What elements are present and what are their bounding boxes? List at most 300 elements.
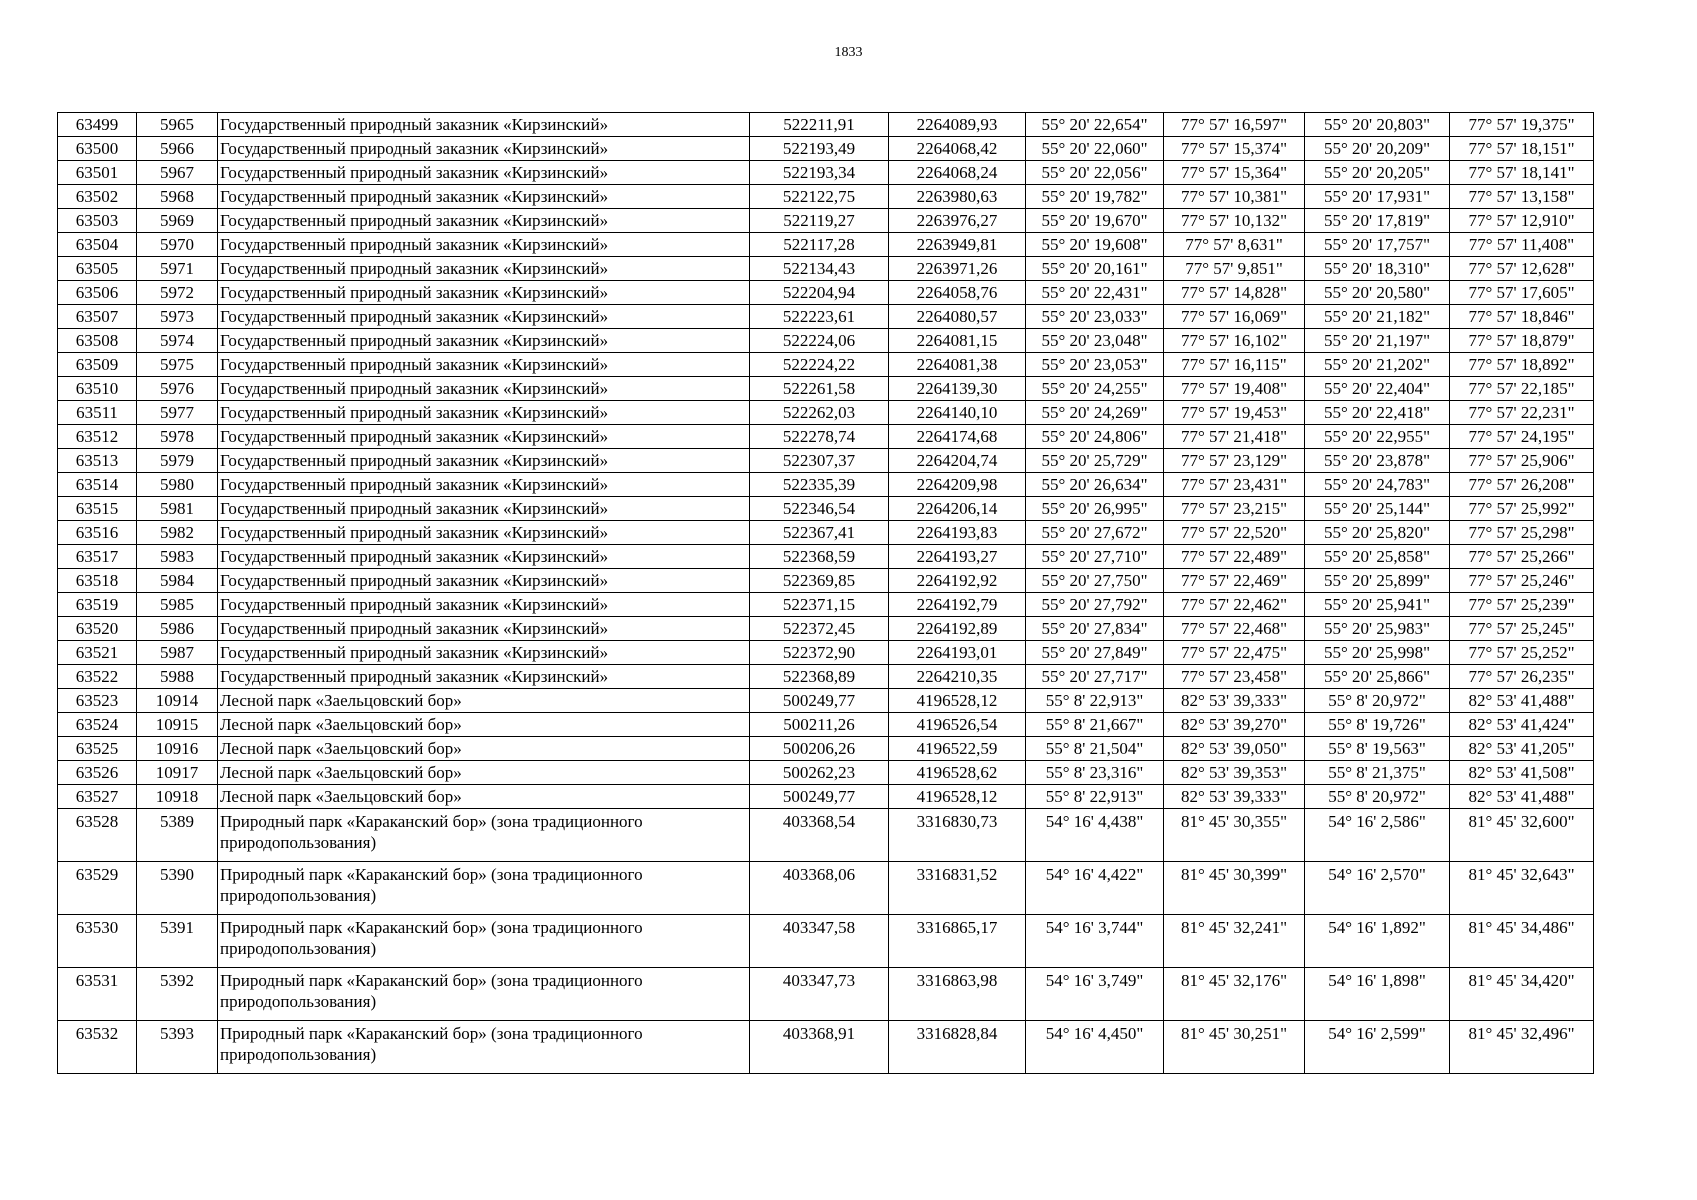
cell-y-coordinate: 2264139,30 (889, 377, 1026, 401)
cell-longitude-2: 77° 57' 25,239" (1450, 593, 1594, 617)
cell-latitude-1: 55° 8' 22,913" (1026, 689, 1164, 713)
cell-longitude-2: 82° 53' 41,424" (1450, 713, 1594, 737)
cell-record-id: 63505 (58, 257, 137, 281)
cell-point-number: 5390 (137, 862, 218, 915)
cell-longitude-1: 77° 57' 10,381" (1164, 185, 1305, 209)
cell-latitude-2: 55° 20' 25,858" (1305, 545, 1450, 569)
cell-latitude-2: 55° 20' 25,866" (1305, 665, 1450, 689)
cell-latitude-2: 55° 20' 17,931" (1305, 185, 1450, 209)
cell-y-coordinate: 2264081,15 (889, 329, 1026, 353)
cell-latitude-2: 55° 8' 19,726" (1305, 713, 1450, 737)
cell-longitude-1: 77° 57' 21,418" (1164, 425, 1305, 449)
cell-y-coordinate: 2264174,68 (889, 425, 1026, 449)
cell-longitude-2: 81° 45' 32,643" (1450, 862, 1594, 915)
table-row (58, 617, 1594, 641)
cell-latitude-1: 55° 20' 25,729" (1026, 449, 1164, 473)
table-row (58, 137, 1594, 161)
cell-latitude-2: 55° 20' 21,182" (1305, 305, 1450, 329)
table-row (58, 257, 1594, 281)
cell-object-name: Лесной парк «Заельцовский бор» (218, 689, 750, 713)
cell-record-id: 63531 (58, 968, 137, 1021)
cell-y-coordinate: 4196528,12 (889, 689, 1026, 713)
cell-point-number: 5970 (137, 233, 218, 257)
cell-x-coordinate: 403347,73 (750, 968, 889, 1021)
cell-x-coordinate: 500249,77 (750, 785, 889, 809)
cell-longitude-1: 77° 57' 16,115" (1164, 353, 1305, 377)
cell-latitude-2: 54° 16' 2,586" (1305, 809, 1450, 862)
cell-object-name: Государственный природный заказник «Кирзинский» (218, 449, 750, 473)
cell-latitude-2: 55° 20' 25,998" (1305, 641, 1450, 665)
cell-latitude-1: 55° 20' 23,033" (1026, 305, 1164, 329)
cell-x-coordinate: 522368,59 (750, 545, 889, 569)
cell-y-coordinate: 2264193,27 (889, 545, 1026, 569)
cell-point-number: 5980 (137, 473, 218, 497)
cell-object-name: Лесной парк «Заельцовский бор» (218, 785, 750, 809)
cell-record-id: 63512 (58, 425, 137, 449)
cell-longitude-1: 77° 57' 15,374" (1164, 137, 1305, 161)
cell-latitude-2: 55° 20' 20,205" (1305, 161, 1450, 185)
cell-record-id: 63519 (58, 593, 137, 617)
cell-record-id: 63500 (58, 137, 137, 161)
cell-y-coordinate: 2264068,24 (889, 161, 1026, 185)
cell-longitude-1: 77° 57' 23,215" (1164, 497, 1305, 521)
cell-x-coordinate: 500211,26 (750, 713, 889, 737)
table-row (58, 281, 1594, 305)
cell-latitude-1: 55° 20' 27,672" (1026, 521, 1164, 545)
cell-point-number: 5976 (137, 377, 218, 401)
cell-latitude-2: 55° 20' 17,757" (1305, 233, 1450, 257)
cell-longitude-1: 77° 57' 23,431" (1164, 473, 1305, 497)
cell-x-coordinate: 522223,61 (750, 305, 889, 329)
cell-object-name: Государственный природный заказник «Кирзинский» (218, 425, 750, 449)
table-row (58, 473, 1594, 497)
cell-point-number: 10916 (137, 737, 218, 761)
cell-record-id: 63522 (58, 665, 137, 689)
cell-x-coordinate: 522307,37 (750, 449, 889, 473)
cell-object-name: Государственный природный заказник «Кирзинский» (218, 137, 750, 161)
cell-point-number: 5979 (137, 449, 218, 473)
cell-record-id: 63532 (58, 1021, 137, 1074)
table-row (58, 521, 1594, 545)
cell-latitude-2: 55° 20' 21,202" (1305, 353, 1450, 377)
page-number: 1833 (834, 45, 863, 60)
cell-longitude-2: 77° 57' 26,208" (1450, 473, 1594, 497)
cell-y-coordinate: 4196528,62 (889, 761, 1026, 785)
cell-latitude-2: 55° 20' 20,803" (1305, 113, 1450, 137)
cell-latitude-1: 55° 20' 22,056" (1026, 161, 1164, 185)
cell-x-coordinate: 522278,74 (750, 425, 889, 449)
cell-latitude-1: 55° 8' 22,913" (1026, 785, 1164, 809)
cell-y-coordinate: 2264193,01 (889, 641, 1026, 665)
cell-point-number: 5392 (137, 968, 218, 1021)
table-row (58, 329, 1594, 353)
cell-record-id: 63530 (58, 915, 137, 968)
cell-latitude-2: 55° 20' 25,820" (1305, 521, 1450, 545)
cell-latitude-1: 55° 20' 27,792" (1026, 593, 1164, 617)
cell-longitude-1: 81° 45' 30,251" (1164, 1021, 1305, 1074)
cell-record-id: 63513 (58, 449, 137, 473)
cell-x-coordinate: 522211,91 (750, 113, 889, 137)
cell-record-id: 63507 (58, 305, 137, 329)
cell-y-coordinate: 2263949,81 (889, 233, 1026, 257)
table-row (58, 113, 1594, 137)
cell-x-coordinate: 522224,06 (750, 329, 889, 353)
cell-x-coordinate: 522119,27 (750, 209, 889, 233)
cell-longitude-1: 77° 57' 23,129" (1164, 449, 1305, 473)
cell-latitude-2: 55° 20' 22,404" (1305, 377, 1450, 401)
cell-longitude-2: 77° 57' 12,910" (1450, 209, 1594, 233)
cell-record-id: 63504 (58, 233, 137, 257)
cell-latitude-1: 55° 20' 22,431" (1026, 281, 1164, 305)
cell-x-coordinate: 522204,94 (750, 281, 889, 305)
cell-x-coordinate: 522122,75 (750, 185, 889, 209)
cell-y-coordinate: 2264204,74 (889, 449, 1026, 473)
table-row (58, 185, 1594, 209)
cell-point-number: 5988 (137, 665, 218, 689)
cell-longitude-1: 77° 57' 9,851" (1164, 257, 1305, 281)
cell-x-coordinate: 403368,91 (750, 1021, 889, 1074)
cell-y-coordinate: 2264192,79 (889, 593, 1026, 617)
cell-object-name: Природный парк «Караканский бор» (зона традиционного природопользования) (218, 1021, 750, 1074)
table-row (58, 968, 1594, 1021)
cell-object-name: Государственный природный заказник «Кирзинский» (218, 185, 750, 209)
cell-latitude-2: 55° 20' 25,144" (1305, 497, 1450, 521)
cell-object-name: Государственный природный заказник «Кирзинский» (218, 521, 750, 545)
cell-longitude-2: 77° 57' 25,906" (1450, 449, 1594, 473)
cell-latitude-1: 55° 20' 22,654" (1026, 113, 1164, 137)
cell-latitude-2: 55° 20' 22,418" (1305, 401, 1450, 425)
cell-latitude-1: 55° 20' 27,717" (1026, 665, 1164, 689)
table-row (58, 641, 1594, 665)
cell-x-coordinate: 522372,90 (750, 641, 889, 665)
cell-latitude-1: 55° 20' 26,995" (1026, 497, 1164, 521)
cell-x-coordinate: 522368,89 (750, 665, 889, 689)
cell-latitude-1: 54° 16' 4,422" (1026, 862, 1164, 915)
cell-point-number: 5982 (137, 521, 218, 545)
cell-latitude-2: 55° 20' 18,310" (1305, 257, 1450, 281)
cell-latitude-2: 55° 20' 23,878" (1305, 449, 1450, 473)
cell-object-name: Государственный природный заказник «Кирзинский» (218, 665, 750, 689)
cell-longitude-2: 77° 57' 18,879" (1450, 329, 1594, 353)
cell-y-coordinate: 2264192,92 (889, 569, 1026, 593)
cell-latitude-2: 55° 8' 20,972" (1305, 689, 1450, 713)
cell-object-name: Государственный природный заказник «Кирзинский» (218, 353, 750, 377)
table-row (58, 1021, 1594, 1074)
cell-longitude-1: 77° 57' 8,631" (1164, 233, 1305, 257)
table-row (58, 401, 1594, 425)
cell-object-name: Государственный природный заказник «Кирзинский» (218, 569, 750, 593)
cell-point-number: 10915 (137, 713, 218, 737)
cell-y-coordinate: 2264140,10 (889, 401, 1026, 425)
cell-y-coordinate: 2264209,98 (889, 473, 1026, 497)
cell-point-number: 5983 (137, 545, 218, 569)
table-row (58, 862, 1594, 915)
cell-longitude-2: 77° 57' 17,605" (1450, 281, 1594, 305)
cell-x-coordinate: 522369,85 (750, 569, 889, 593)
cell-record-id: 63526 (58, 761, 137, 785)
cell-point-number: 5987 (137, 641, 218, 665)
cell-longitude-1: 77° 57' 15,364" (1164, 161, 1305, 185)
cell-latitude-2: 55° 20' 25,899" (1305, 569, 1450, 593)
cell-longitude-2: 77° 57' 22,185" (1450, 377, 1594, 401)
cell-latitude-1: 55° 20' 24,269" (1026, 401, 1164, 425)
cell-y-coordinate: 2264081,38 (889, 353, 1026, 377)
cell-record-id: 63499 (58, 113, 137, 137)
cell-latitude-2: 55° 20' 25,983" (1305, 617, 1450, 641)
cell-record-id: 63508 (58, 329, 137, 353)
cell-x-coordinate: 522372,45 (750, 617, 889, 641)
cell-object-name: Природный парк «Караканский бор» (зона традиционного природопользования) (218, 809, 750, 862)
cell-record-id: 63516 (58, 521, 137, 545)
cell-longitude-2: 77° 57' 11,408" (1450, 233, 1594, 257)
cell-object-name: Государственный природный заказник «Кирзинский» (218, 401, 750, 425)
cell-longitude-1: 81° 45' 30,355" (1164, 809, 1305, 862)
cell-point-number: 5389 (137, 809, 218, 862)
cell-record-id: 63527 (58, 785, 137, 809)
cell-longitude-1: 81° 45' 30,399" (1164, 862, 1305, 915)
cell-longitude-2: 77° 57' 18,892" (1450, 353, 1594, 377)
cell-x-coordinate: 403368,54 (750, 809, 889, 862)
cell-object-name: Лесной парк «Заельцовский бор» (218, 737, 750, 761)
cell-longitude-2: 81° 45' 32,496" (1450, 1021, 1594, 1074)
table-row (58, 665, 1594, 689)
cell-longitude-1: 77° 57' 22,475" (1164, 641, 1305, 665)
cell-latitude-1: 55° 20' 27,750" (1026, 569, 1164, 593)
cell-longitude-2: 77° 57' 25,992" (1450, 497, 1594, 521)
cell-point-number: 5977 (137, 401, 218, 425)
cell-y-coordinate: 2264210,35 (889, 665, 1026, 689)
cell-object-name: Лесной парк «Заельцовский бор» (218, 761, 750, 785)
table-row (58, 233, 1594, 257)
cell-point-number: 5393 (137, 1021, 218, 1074)
table-row (58, 497, 1594, 521)
cell-latitude-2: 54° 16' 2,570" (1305, 862, 1450, 915)
cell-longitude-1: 82° 53' 39,333" (1164, 689, 1305, 713)
cell-object-name: Лесной парк «Заельцовский бор» (218, 713, 750, 737)
cell-y-coordinate: 2264192,89 (889, 617, 1026, 641)
cell-longitude-2: 77° 57' 25,252" (1450, 641, 1594, 665)
cell-object-name: Государственный природный заказник «Кирзинский» (218, 497, 750, 521)
cell-longitude-2: 77° 57' 12,628" (1450, 257, 1594, 281)
cell-longitude-2: 77° 57' 18,846" (1450, 305, 1594, 329)
cell-record-id: 63510 (58, 377, 137, 401)
cell-latitude-1: 55° 20' 27,710" (1026, 545, 1164, 569)
cell-point-number: 5974 (137, 329, 218, 353)
cell-longitude-1: 81° 45' 32,176" (1164, 968, 1305, 1021)
cell-latitude-1: 54° 16' 4,438" (1026, 809, 1164, 862)
cell-latitude-2: 54° 16' 1,898" (1305, 968, 1450, 1021)
cell-latitude-1: 55° 20' 22,060" (1026, 137, 1164, 161)
cell-y-coordinate: 2263980,63 (889, 185, 1026, 209)
cell-point-number: 10917 (137, 761, 218, 785)
cell-y-coordinate: 4196526,54 (889, 713, 1026, 737)
cell-point-number: 5986 (137, 617, 218, 641)
cell-point-number: 5969 (137, 209, 218, 233)
cell-latitude-2: 55° 20' 20,209" (1305, 137, 1450, 161)
cell-longitude-2: 77° 57' 19,375" (1450, 113, 1594, 137)
cell-point-number: 5972 (137, 281, 218, 305)
cell-x-coordinate: 522346,54 (750, 497, 889, 521)
cell-longitude-1: 77° 57' 23,458" (1164, 665, 1305, 689)
table-row (58, 761, 1594, 785)
cell-latitude-2: 54° 16' 1,892" (1305, 915, 1450, 968)
cell-y-coordinate: 2264193,83 (889, 521, 1026, 545)
cell-object-name: Государственный природный заказник «Кирзинский» (218, 617, 750, 641)
cell-latitude-2: 55° 20' 21,197" (1305, 329, 1450, 353)
table-row (58, 689, 1594, 713)
cell-x-coordinate: 522224,22 (750, 353, 889, 377)
cell-latitude-1: 55° 20' 24,806" (1026, 425, 1164, 449)
cell-object-name: Государственный природный заказник «Кирзинский» (218, 473, 750, 497)
cell-x-coordinate: 403347,58 (750, 915, 889, 968)
cell-object-name: Государственный природный заказник «Кирзинский» (218, 377, 750, 401)
cell-object-name: Государственный природный заказник «Кирзинский» (218, 329, 750, 353)
table-row (58, 915, 1594, 968)
cell-x-coordinate: 403368,06 (750, 862, 889, 915)
cell-object-name: Государственный природный заказник «Кирзинский» (218, 257, 750, 281)
cell-point-number: 5975 (137, 353, 218, 377)
cell-x-coordinate: 522367,41 (750, 521, 889, 545)
cell-longitude-1: 77° 57' 16,597" (1164, 113, 1305, 137)
cell-y-coordinate: 3316863,98 (889, 968, 1026, 1021)
cell-longitude-2: 82° 53' 41,205" (1450, 737, 1594, 761)
cell-longitude-2: 77° 57' 22,231" (1450, 401, 1594, 425)
cell-latitude-1: 55° 8' 21,667" (1026, 713, 1164, 737)
cell-longitude-2: 77° 57' 25,266" (1450, 545, 1594, 569)
cell-longitude-2: 82° 53' 41,488" (1450, 689, 1594, 713)
cell-longitude-1: 77° 57' 19,453" (1164, 401, 1305, 425)
cell-longitude-1: 81° 45' 32,241" (1164, 915, 1305, 968)
table-row (58, 545, 1594, 569)
cell-longitude-2: 82° 53' 41,488" (1450, 785, 1594, 809)
cell-latitude-2: 55° 8' 21,375" (1305, 761, 1450, 785)
cell-y-coordinate: 3316830,73 (889, 809, 1026, 862)
cell-object-name: Государственный природный заказник «Кирзинский» (218, 281, 750, 305)
cell-record-id: 63514 (58, 473, 137, 497)
cell-object-name: Государственный природный заказник «Кирзинский» (218, 305, 750, 329)
cell-latitude-1: 55° 20' 23,053" (1026, 353, 1164, 377)
cell-x-coordinate: 522335,39 (750, 473, 889, 497)
coordinates-table (57, 112, 1594, 1074)
cell-longitude-2: 81° 45' 34,486" (1450, 915, 1594, 968)
cell-latitude-2: 55° 20' 24,783" (1305, 473, 1450, 497)
cell-y-coordinate: 4196522,59 (889, 737, 1026, 761)
cell-latitude-1: 55° 20' 26,634" (1026, 473, 1164, 497)
cell-longitude-2: 77° 57' 18,141" (1450, 161, 1594, 185)
cell-y-coordinate: 2264089,93 (889, 113, 1026, 137)
table-row (58, 353, 1594, 377)
cell-record-id: 63523 (58, 689, 137, 713)
cell-point-number: 5985 (137, 593, 218, 617)
cell-point-number: 5967 (137, 161, 218, 185)
cell-record-id: 63502 (58, 185, 137, 209)
cell-latitude-1: 55° 8' 21,504" (1026, 737, 1164, 761)
table-row (58, 305, 1594, 329)
cell-x-coordinate: 500262,23 (750, 761, 889, 785)
cell-longitude-1: 82° 53' 39,353" (1164, 761, 1305, 785)
cell-latitude-1: 55° 8' 23,316" (1026, 761, 1164, 785)
cell-point-number: 5965 (137, 113, 218, 137)
cell-record-id: 63501 (58, 161, 137, 185)
cell-longitude-2: 82° 53' 41,508" (1450, 761, 1594, 785)
cell-object-name: Природный парк «Караканский бор» (зона традиционного природопользования) (218, 915, 750, 968)
cell-point-number: 5984 (137, 569, 218, 593)
cell-point-number: 5968 (137, 185, 218, 209)
cell-latitude-1: 54° 16' 4,450" (1026, 1021, 1164, 1074)
cell-longitude-2: 81° 45' 32,600" (1450, 809, 1594, 862)
table-row (58, 593, 1594, 617)
cell-point-number: 10918 (137, 785, 218, 809)
cell-y-coordinate: 3316865,17 (889, 915, 1026, 968)
table-row (58, 161, 1594, 185)
table-body (58, 113, 1594, 1074)
cell-latitude-2: 54° 16' 2,599" (1305, 1021, 1450, 1074)
cell-y-coordinate: 2263976,27 (889, 209, 1026, 233)
cell-record-id: 63528 (58, 809, 137, 862)
cell-latitude-1: 55° 20' 23,048" (1026, 329, 1164, 353)
cell-longitude-1: 77° 57' 16,069" (1164, 305, 1305, 329)
cell-record-id: 63506 (58, 281, 137, 305)
cell-y-coordinate: 2264058,76 (889, 281, 1026, 305)
cell-object-name: Государственный природный заказник «Кирзинский» (218, 641, 750, 665)
cell-x-coordinate: 500206,26 (750, 737, 889, 761)
cell-longitude-1: 82° 53' 39,270" (1164, 713, 1305, 737)
cell-longitude-2: 77° 57' 25,246" (1450, 569, 1594, 593)
cell-record-id: 63521 (58, 641, 137, 665)
cell-latitude-1: 55° 20' 19,782" (1026, 185, 1164, 209)
table-row (58, 785, 1594, 809)
cell-y-coordinate: 2264068,42 (889, 137, 1026, 161)
cell-latitude-1: 55° 20' 19,670" (1026, 209, 1164, 233)
cell-record-id: 63518 (58, 569, 137, 593)
cell-object-name: Природный парк «Караканский бор» (зона традиционного природопользования) (218, 862, 750, 915)
cell-object-name: Природный парк «Караканский бор» (зона традиционного природопользования) (218, 968, 750, 1021)
cell-x-coordinate: 522193,34 (750, 161, 889, 185)
cell-longitude-1: 77° 57' 22,469" (1164, 569, 1305, 593)
cell-object-name: Государственный природный заказник «Кирзинский» (218, 209, 750, 233)
table-row (58, 425, 1594, 449)
cell-longitude-1: 77° 57' 10,132" (1164, 209, 1305, 233)
cell-longitude-2: 77° 57' 26,235" (1450, 665, 1594, 689)
cell-latitude-2: 55° 20' 22,955" (1305, 425, 1450, 449)
cell-longitude-1: 82° 53' 39,333" (1164, 785, 1305, 809)
cell-longitude-1: 77° 57' 19,408" (1164, 377, 1305, 401)
cell-object-name: Государственный природный заказник «Кирзинский» (218, 113, 750, 137)
cell-longitude-2: 77° 57' 25,245" (1450, 617, 1594, 641)
cell-y-coordinate: 2264206,14 (889, 497, 1026, 521)
cell-latitude-1: 55° 20' 27,834" (1026, 617, 1164, 641)
cell-latitude-2: 55° 8' 20,972" (1305, 785, 1450, 809)
cell-longitude-1: 77° 57' 22,520" (1164, 521, 1305, 545)
cell-record-id: 63515 (58, 497, 137, 521)
cell-longitude-1: 77° 57' 14,828" (1164, 281, 1305, 305)
cell-y-coordinate: 3316828,84 (889, 1021, 1026, 1074)
cell-longitude-1: 77° 57' 16,102" (1164, 329, 1305, 353)
cell-latitude-1: 55° 20' 27,849" (1026, 641, 1164, 665)
cell-latitude-2: 55° 20' 20,580" (1305, 281, 1450, 305)
cell-object-name: Государственный природный заказник «Кирзинский» (218, 545, 750, 569)
cell-latitude-2: 55° 20' 25,941" (1305, 593, 1450, 617)
cell-object-name: Государственный природный заказник «Кирзинский» (218, 233, 750, 257)
cell-longitude-2: 77° 57' 24,195" (1450, 425, 1594, 449)
cell-point-number: 5966 (137, 137, 218, 161)
table-row (58, 449, 1594, 473)
cell-x-coordinate: 522193,49 (750, 137, 889, 161)
table-row (58, 713, 1594, 737)
cell-longitude-1: 77° 57' 22,468" (1164, 617, 1305, 641)
cell-longitude-2: 77° 57' 13,158" (1450, 185, 1594, 209)
cell-y-coordinate: 3316831,52 (889, 862, 1026, 915)
